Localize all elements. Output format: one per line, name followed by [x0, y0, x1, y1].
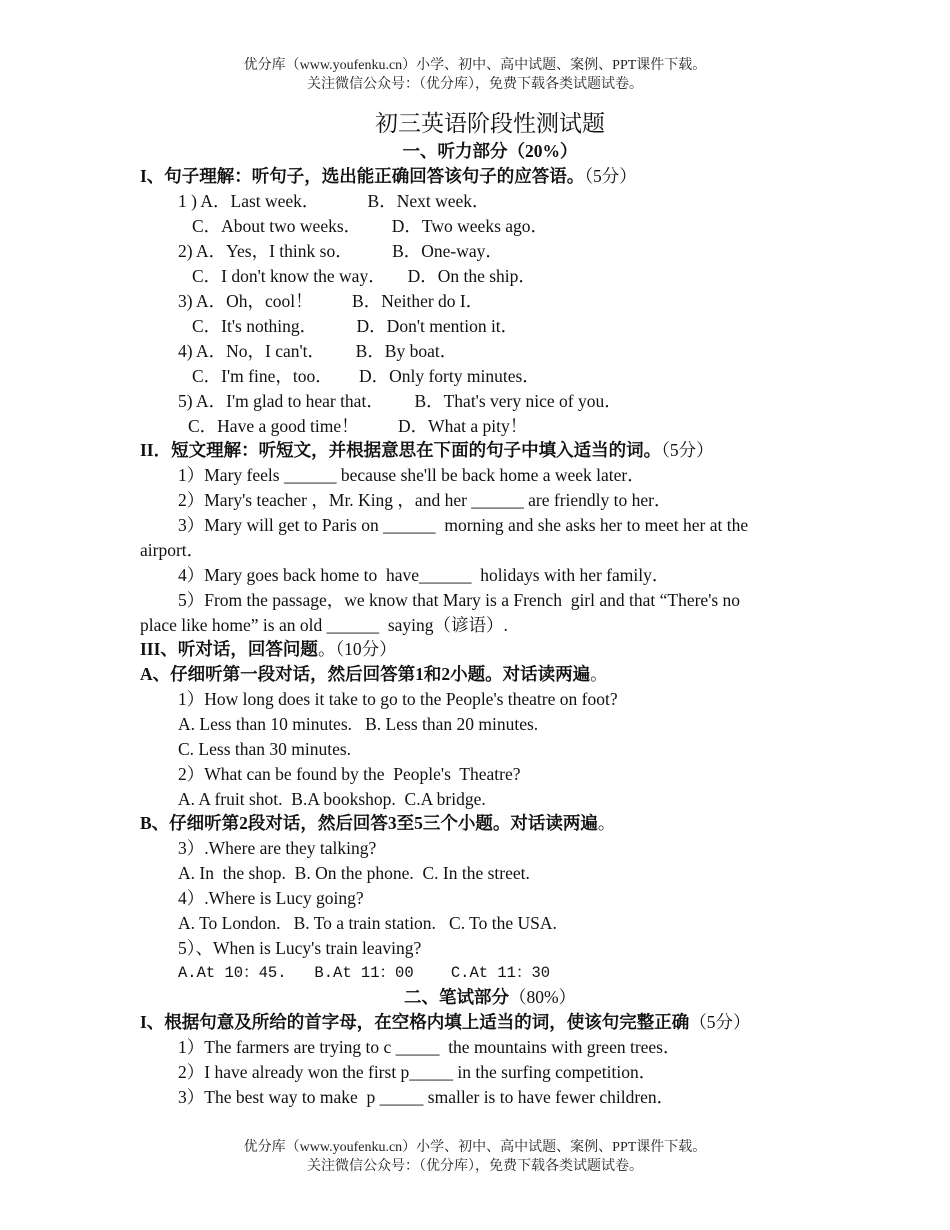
q1-line: C．About two weeks． D．Two weeks ago． — [192, 216, 549, 236]
q1-line: 1 ) A．Last week． B．Next week． — [178, 191, 490, 211]
q3-line: 3) A．Oh，cool！ B．Neither do I． — [178, 291, 484, 311]
q5-line: 5) A．I'm glad to hear that． B．That's very nice of you． — [178, 391, 622, 411]
q4-line: C．I'm fine，too． D．Only forty minutes． — [192, 366, 540, 386]
section-3-title: III、听对话，回答问题 — [140, 639, 318, 659]
dialogue-line: A. In the shop. B. On the phone. C. In the street. — [178, 863, 530, 883]
part2-section-1-heading — [140, 1010, 751, 1034]
dialogue-a-title: A、仔细听第一段对话，然后回答第1和2小题。对话读两遍 — [140, 664, 591, 684]
q4-line: 4) A．No，I can't． B．By boat． — [178, 341, 458, 361]
header-line-2: 关注微信公众号：（优分库），免费下载各类试题试卷。 — [307, 77, 643, 92]
section-1-heading — [140, 164, 637, 188]
fill-line: place like home” is an old ______ saying（谚语）. — [140, 615, 508, 635]
dialogue-a-heading — [140, 662, 608, 686]
section-3-score: 。（10分） — [317, 639, 397, 659]
dialogue-line-mono: A.At 10：45. B.At 11：00 C.At 11：30 — [178, 964, 551, 982]
dialogue-a-period: 。 — [590, 664, 608, 684]
part2-heading — [0, 985, 950, 1009]
dialogue-line: 1）How long does it take to go to the People's theatre on foot? — [178, 689, 618, 709]
section-1-title: I、句子理解：听句子，选出能正确回答该句子的应答语。 — [140, 166, 585, 186]
fill-line: 5）From the passage，we know that Mary is a French girl and that “There's no — [178, 590, 741, 610]
footer-line-2: 关注微信公众号：（优分库），免费下载各类试题试卷。 — [307, 1159, 643, 1174]
q2-line: 2) A．Yes，I think so． B．One-way． — [178, 241, 503, 261]
part2-section-1-title: I、根据句意及所给的首字母，在空格内填上适当的词，使该句完整正确 — [140, 1012, 690, 1032]
q2-line: C．I don't know the way． D．On the ship． — [192, 266, 536, 286]
dialogue-b-heading — [140, 811, 615, 835]
part2-score: （80%） — [508, 987, 577, 1007]
fill-line: 1）Mary feels ______ because she'll be back home a week later． — [178, 465, 645, 485]
footer-line-1: 优分库（www.youfenku.cn）小学、初中、高中试题、案例、PPT课件下载。 — [243, 1140, 707, 1155]
dialogue-line: C. Less than 30 minutes. — [178, 739, 352, 759]
dialogue-line: A. A fruit shot. B.A bookshop. C.A bridge. — [178, 789, 486, 809]
dialogue-line: 4）.Where is Lucy going? — [178, 888, 364, 908]
part2-section-1-score: （5分） — [689, 1012, 751, 1032]
fill-line: airport． — [140, 540, 205, 560]
dialogue-line: 3）.Where are they talking? — [178, 838, 377, 858]
section-1-score: （5分） — [584, 166, 637, 186]
word-fill-line: 2）I have already won the first p_____ in the surfing competition． — [178, 1062, 657, 1082]
part1-heading: 一、听力部分（20%） — [402, 141, 578, 161]
header-line-1: 优分库（www.youfenku.cn）小学、初中、高中试题、案例、PPT课件下载。 — [243, 58, 707, 73]
dialogue-line: A. To London. B. To a train station. C. To the USA. — [178, 913, 557, 933]
dialogue-line: 5）、When is Lucy's train leaving? — [178, 938, 422, 958]
section-2-heading — [140, 438, 714, 462]
dialogue-line: A. Less than 10 minutes. B. Less than 20 minutes. — [178, 714, 539, 734]
dialogue-b-title: B、仔细听第2段对话，然后回答3至5三个小题。对话读两遍 — [140, 813, 598, 833]
section-2-title: II．短文理解：听短文，并根据意思在下面的句子中填入适当的词。 — [140, 440, 662, 460]
word-fill-line: 3）The best way to make p _____ smaller is to have fewer children． — [178, 1087, 675, 1107]
part2-title: 二、笔试部分 — [403, 987, 509, 1007]
fill-line: 3）Mary will get to Paris on ______ morning and she asks her to meet her at the — [178, 515, 749, 535]
word-fill-line: 1）The farmers are trying to c _____ the mountains with green trees． — [178, 1037, 681, 1057]
fill-line: 4）Mary goes back home to have______ holidays with her family． — [178, 565, 670, 585]
dialogue-b-period: 。 — [597, 813, 616, 833]
q5-line: C．Have a good time！ D．What a pity！ — [188, 416, 528, 436]
section-3-heading — [140, 637, 397, 661]
q3-line: C．It's nothing． D．Don't mention it． — [192, 316, 519, 336]
fill-line: 2）Mary's teacher ，Mr. King ，and her ______ are friendly to her． — [178, 490, 672, 510]
page-title: 初三英语阶段性测试题 — [375, 111, 605, 136]
section-2-score: （5分） — [661, 440, 714, 460]
dialogue-line: 2）What can be found by the People's Theatre? — [178, 764, 521, 784]
